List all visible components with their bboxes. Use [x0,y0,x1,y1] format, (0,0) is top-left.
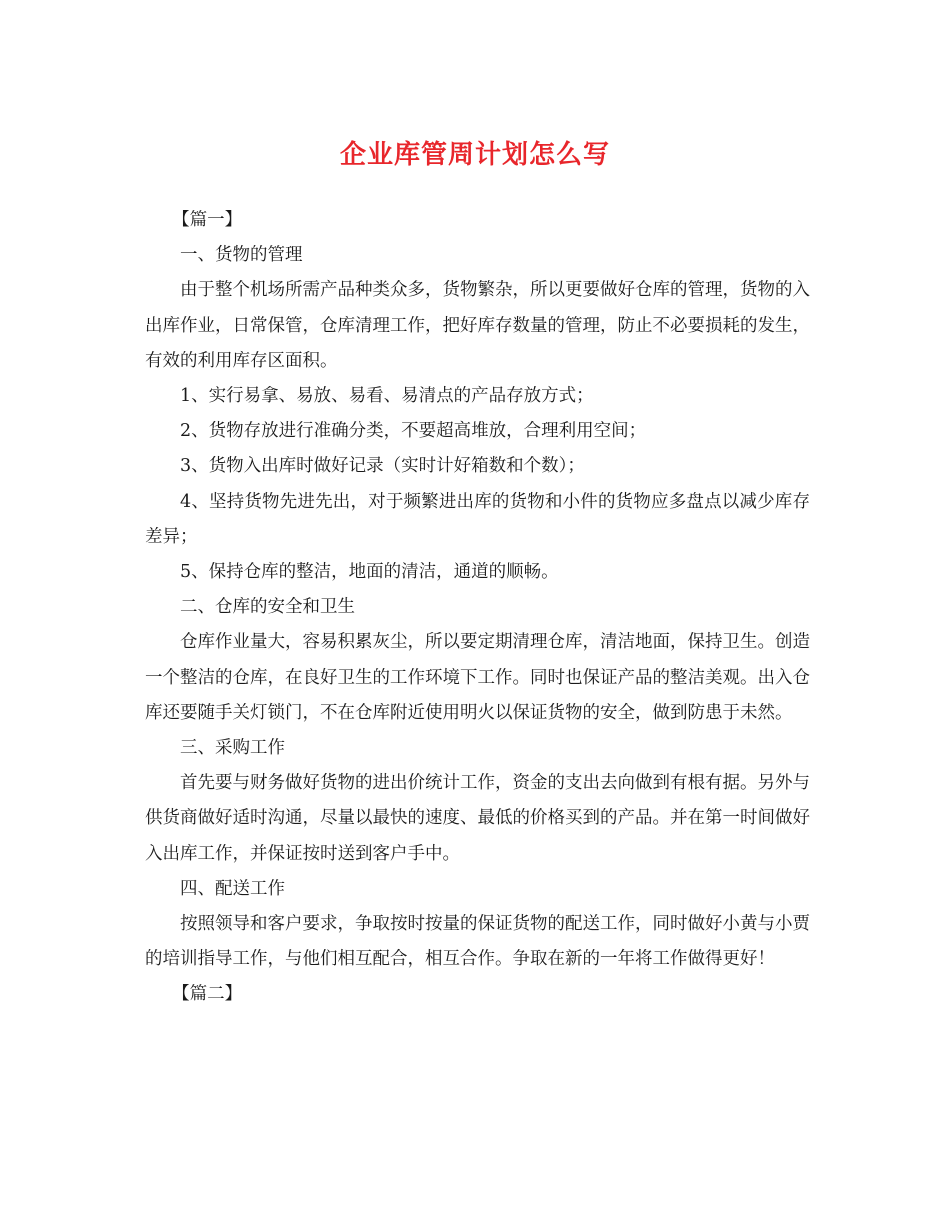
document-body [145,203,810,1013]
list-item: 2、货物存放进行准确分类，不要超高堆放，合理利用空间； [180,421,647,442]
list-item: 1、实行易拿、易放、易看、易清点的产品存放方式； [180,386,594,407]
section-heading: 二、仓库的安全和卫生 [180,597,355,618]
paragraph: 首先要与财务做好货物的进出价统计工作，资金的支出去向做到有根有据。另外与供货商做好适时沟通，尽量以最快的速度、最低的价格买到的产品。并在第一时间做好入出库工作，并保证按时送到客户手中。 [145,773,810,864]
paragraph: 按照领导和客户要求，争取按时按量的保证货物的配送工作，同时做好小黄与小贾的培训指导工作，与他们相互配合，相互合作。争取在新的一年将工作做得更好！ [145,914,810,970]
list-item: 3、货物入出库时做好记录（实时计好箱数和个数）； [180,456,585,477]
section-heading: 一、货物的管理 [180,245,303,266]
document-title: 企业库管周计划怎么写 [339,140,610,170]
list-item: 4、坚持货物先进先出，对于频繁进出库的货物和小件的货物应多盘点以减少库存差异； [145,491,810,547]
list-item: 5、保持仓库的整洁，地面的清洁，通道的顺畅。 [180,562,559,583]
section-heading: 三、采购工作 [180,738,285,759]
section-heading: 四、配送工作 [180,878,285,899]
section-marker: 【篇一】 [172,210,243,230]
paragraph: 由于整个机场所需产品种类众多，货物繁杂，所以更要做好仓库的管理，货物的入出库作业，日常保管，仓库清理工作，把好库存数量的管理，防止不必要损耗的发生，有效的利用库存区面积。 [145,280,810,371]
section-marker: 【篇二】 [172,984,243,1005]
paragraph: 仓库作业量大，容易积累灰尘，所以要定期清理仓库，清洁地面，保持卫生。创造一个整洁的仓库，在良好卫生的工作环境下工作。同时也保证产品的整洁美观。出入仓库还要随手关灯锁门，不在仓库附近使用明火以保证货物的安全，做到防患于未然。 [145,632,810,723]
